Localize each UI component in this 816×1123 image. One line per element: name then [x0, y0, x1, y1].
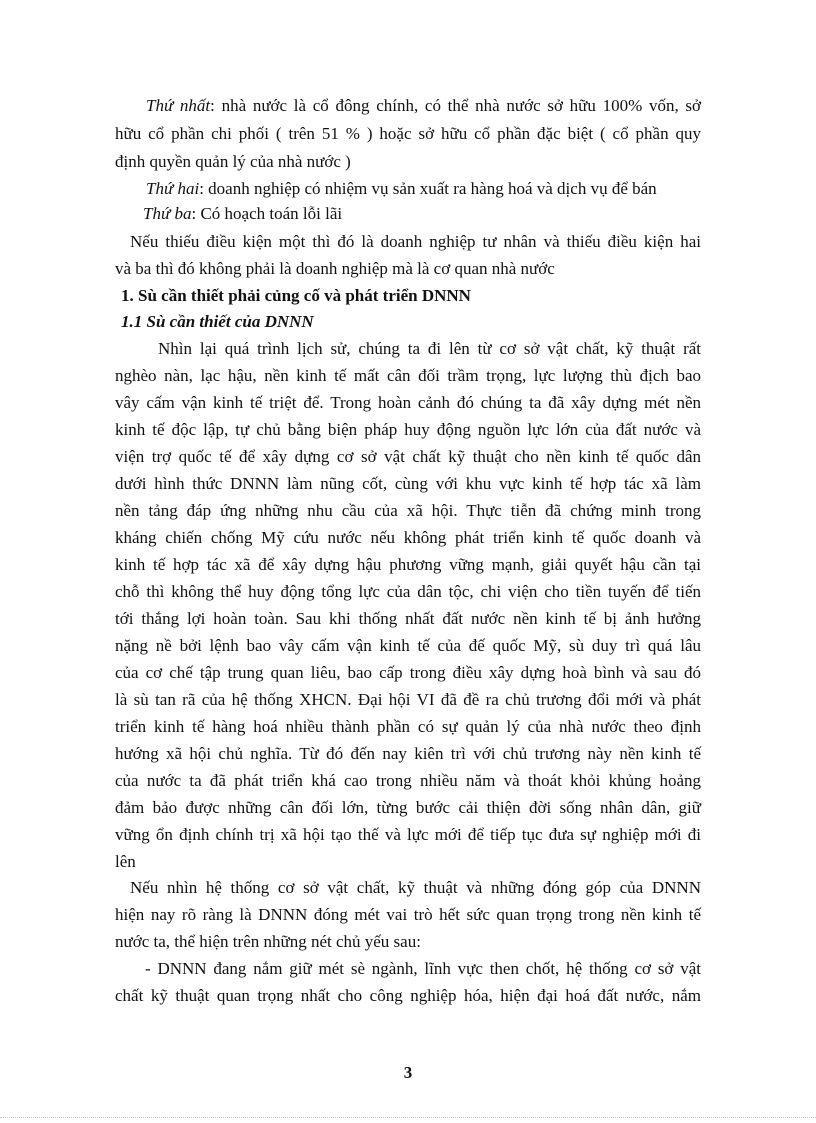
criterion-third-label: Thứ ba	[143, 204, 192, 223]
document-page: Thứ nhất: nhà nước là cổ đông chính, có thể nhà nước sở hữu 100% vốn, sở hữu cổ phần chi phối ( trên 51 % ) hoặc sở hữu cổ phần đặc biệt ( cổ phần quy định quyền quản lý của nhà nước ) Thứ hai: doanh nghiệp có nhiệm vụ sản xuất ra hàng hoá và dịch vụ để bán Thứ ba: Có hoạch toán lỗi lãi Nếu thiếu điều kiện một thì đó là doanh nghiệp tư nhân và thiếu điều kiện hai và ba thì đó không phải là doanh nghiệp mà là cơ quan nhà nước 1. Sù cần thiết phải củng cố và phát triển DNNN 1.1 Sù cần thiết của DNNN Nhìn lại quá trình lịch sử, chúng ta đi lên từ cơ sở vật chất, kỹ thuật rất nghèo nàn, lạc hậu, nền kinh tế mất cân đối trầm trọng, lực lượng thù địch bao vây cấm vận kinh tế triệt để. Trong hoàn cảnh đó chúng ta đã xây dựng mét nền kinh tế độc lập, tự chủ bằng biện pháp huy động nguồn lực lớn của đất nước và viện trợ quốc tế để xây dựng cơ sở vật chất kỹ thuật cho nền kinh tế quốc dân dưới hình thức DNNN làm nũng cốt, cùng với khu vực kinh tế hợp tác xã làm nền tảng đáp ứng những nhu cầu của xã hội. Thực tiễn đã chứng minh trong kháng chiến chống Mỹ cứu nước nếu không phát triển kinh tế quốc doanh và kinh tế hợp tác xã để xây dựng hậu phương vững mạnh, giải quyết hậu cần tại chỗ thì không thể huy động tổng lực của dân tộc, chi viện cho tiền tuyến để tiến tới thắng lợi hoàn toàn. Sau khi thống nhất đất nước nền kinh tế bị ảnh hưởng nặng nề bởi lệnh bao vây cấm vận kinh tế của đế quốc Mỹ, sù duy trì quá lâu của cơ chế tập trung quan liêu, bao cấp trong điều xây dựng hoà bình và sau đó là sù tan rã của hệ thống XHCN. Đại hội VI đã đề ra chủ trương đổi mới và phát triển kinh tế hàng hoá nhiều thành phần có sự quản lý của nhà nước theo định hướng xã hội chủ nghĩa. Từ đó đến nay kiên trì với chủ trương này nền kinh tế của nước ta đã phát triển khá cao trong nhiều năm và thoát khỏi khủng hoảng đảm bảo được những cân đối lớn, từng bước cải thiện đời sống nhân dân, giữ vững ổn định chính trị xã hội tạo thế và lực mới để tiếp tục đưa sự nghiệp mới đi lên Nếu nhìn hệ thống cơ sở vật chất, kỹ thuật và những đóng góp của DNNN hiện nay rõ ràng là DNNN đóng mét vai trò hết sức quan trọng trong nền kinh tế nước ta, thể hiện trên những nét chủ yếu sau: - DNNN đang nắm giữ mét sè ngành, lĩnh vực then chốt, hệ thống cơ sở vật chất kỹ thuật quan trọng nhất cho công nghiệp hóa, hiện đại hoá đất nước, nắm 3	[0, 0, 816, 1123]
criterion-third: Thứ ba: Có hoạch toán lỗi lãi	[143, 204, 343, 223]
criterion-first-line-1: Thứ nhất: nhà nước là cổ đông chính, có thể nhà nước sở hữu 100% vốn, sở	[146, 96, 701, 115]
page-bottom-border	[0, 1117, 816, 1118]
criterion-first-line-2: hữu cổ phần chi phối ( trên 51 % ) hoặc sở hữu cổ phần đặc biệt ( cổ phần quy	[115, 124, 701, 143]
criterion-first-label: Thứ nhất	[146, 96, 211, 115]
page-number: 3	[403, 1063, 413, 1082]
criterion-second-label: Thứ hai	[146, 179, 200, 198]
criterion-first-line-3: định quyền quản lý của nhà nước )	[115, 152, 351, 171]
criterion-second: Thứ hai: doanh nghiệp có nhiệm vụ sản xuất ra hàng hoá và dịch vụ để bán	[146, 179, 657, 198]
paragraph-missing-line-1: Nếu thiếu điều kiện một thì đó là doanh nghiệp tư nhân và thiếu điều kiện hai	[130, 232, 701, 251]
section-heading: 1. Sù cần thiết phải củng cố và phát triển DNNN	[121, 286, 471, 305]
subsection-heading: 1.1 Sù cần thiết của DNNN	[121, 312, 314, 331]
paragraph-missing-line-2: và ba thì đó không phải là doanh nghiệp mà là cơ quan nhà nước	[115, 259, 555, 278]
